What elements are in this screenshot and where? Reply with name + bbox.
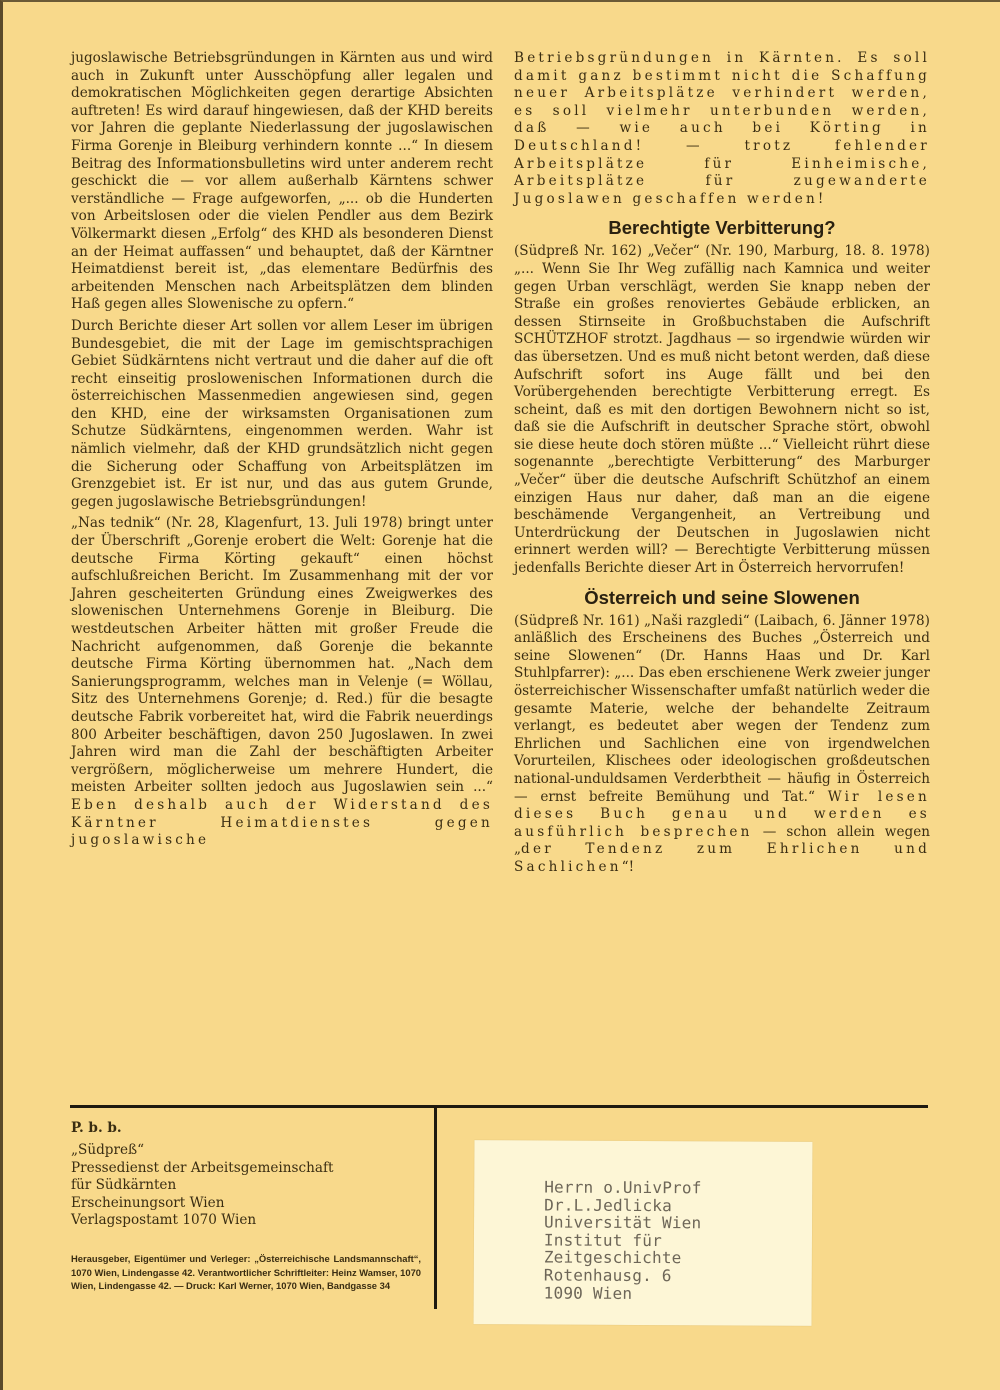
address-line-7: 1090 Wien <box>543 1283 633 1303</box>
imprint-line-1: „Südpreß“ <box>71 1142 145 1159</box>
article-body-berechtigte-verbitterung: (Südpreß Nr. 162) „Večer“ (Nr. 190, Marburg, 18. 8. 1978) „... Wenn Sie Ihr Weg zufällig nach Kamnica und weiter gegen Urban verschlägt, werden Sie knapp neben der Straße ein großes renoviertes Gebäude erblicken, an dessen Stirnseite in Großbuchstaben die Aufschrift SCHÜTZHOF strotzt. Jagdhaus — so irgendwie würden wir das übersetzen. Und es muß nicht betont werden, daß diese Aufschrift sofort ins Auge fällt und bei den Vorübergehenden berechtigte Verbitterung erregt. Es scheint, daß es mit den dortigen Bewohnern nicht so ist, daß sie die Aufschrift in deutscher Sprache stört, obwohl sie diese heute doch stören müßte ...“ Vielleicht rührt diese sogenannte „berechtigte Verbitterung“ des Marburger „Večer“ über die deutsche Aufschrift Schützhof an einem einzigen Haus nur daher, daß man an die eigene beschämende Vergangenheit, an Vertreibung und Unterdrückung der Deutschen in Jugoslawien nicht erinnert werden will? — Berechtigte Verbitterung müssen jedenfalls Berichte dieser Art in Österreich hervorrufen! <box>514 243 930 577</box>
article-end: “! <box>621 858 635 875</box>
left-spaced-tail: Eben deshalb auch der Widerstand des Kärntner Heimatdienstes gegen jugoslawische <box>71 796 493 849</box>
address-line-5: Zeitgeschichte <box>543 1247 682 1268</box>
left-paragraph-3 <box>71 515 493 849</box>
left-column <box>71 50 493 854</box>
imprint-block <box>71 1120 421 1229</box>
publisher-credits: Herausgeber, Eigentümer und Verleger: „Österreichische Landsmannschaft“, 1070 Wien, Lindengasse 42. Verantwortlicher Schriftleiter: Heinz Wamser, 1070 Wien, Lindengasse 42. — Druck: Karl Werner, 1070 Wien, Bandgasse 34 <box>71 1253 421 1291</box>
address-label-text <box>544 1178 702 1302</box>
article-spaced-1: Wir lesen dieses Buch genau und werden es ausführlich besprechen <box>514 788 930 840</box>
left-paragraph-3-text: „Nas tednik“ (Nr. 28, Klagenfurt, 13. Juli 1978) bringt unter der Überschrift „Gorenje erobert die Welt: Gorenje hat die deutsche Firma Körting gekauft“ einen höchst aufschlußreichen Bericht. Im Zusammenhang mit der vor Jahren gescheiterten Gründung eines Zweigwerkes des slowenischen Unternehmens Gorenje in Bleiburg. Die westdeutschen Arbeiter hätten mit großer Freude die Nachricht aufgenommen, daß Gorenje die bekannte deutsche Firma Körting übernommen hat. „Nach dem Sanierungsprogramm, welches man in Velenje (= Wöllau, Sitz des Unternehmens Gorenje; d. Red.) für die besagte deutsche Fabrik vorbereitet hat, wird die Fabrik neuerdings 800 Arbeiter beschäftigen, davon 250 Jugoslawen. In zwei Jahren wird man die Zahl der beschäftigten Arbeiter vergrößern, möglicherweise um mehrere Hundert, die meisten Arbeiter sollten jedoch aus Jugoslawien sein ...“ <box>71 515 493 796</box>
article-spaced-3: der Tendenz zum Ehrlichen und Sachlichen <box>514 841 930 875</box>
article-plain-2: — schon allein wegen „ <box>514 823 930 858</box>
left-paragraph-2: Durch Berichte dieser Art sollen vor allem Leser im übrigen Bundesgebiet, die mit der Lage im gemischtsprachigen Gebiet Südkärntens nicht vertraut und die daher auf die oft recht einseitig proslowenischen Informationen durch die österreichischen Massenmedien angewiesen sind, gegen den KHD, eine der wirksamsten Organisationen zum Schutze Südkärntens, eingenommen werden. Wahr ist nämlich vielmehr, daß der KHD grundsätzlich nicht gegen die Sicherung oder Schaffung von Arbeitsplätzen im Grenzgebiet ist. Er ist nur, und das aus gutem Grunde, gegen jugoslawische Betriebsgründungen! <box>71 317 493 510</box>
footer-horizontal-rule <box>70 1105 928 1108</box>
imprint-line-5: Verlagspostamt 1070 Wien <box>71 1212 257 1229</box>
right-column <box>514 50 930 881</box>
pbb-label: P. b. b. <box>71 1120 122 1136</box>
left-paragraph-1: jugoslawische Betriebsgründungen in Kärnten aus und wird auch in Zukunft unter Ausschöpfung aller legalen und demokratischen Möglichkeiten gegen derartige Absichten auftreten! Es wird darauf hingewiesen, daß der KHD bereits vor Jahren die geplante Niederlassung der jugoslawischen Firma Gorenje in Bleiburg verhindern konnte ...“ In diesem Beitrag des Informationsbulletins wird unter anderem recht geschickt die — vor allem außerhalb Kärntens schwer verständliche — Frage aufgeworfen, „... ob die Hunderten von Arbeitslosen oder die vielen Pendler aus dem Bezirk Völkermarkt diesen „Erfolg“ des KHD als besonderen Dienst an der Heimat auffassen“ und behauptet, daß der Kärntner Heimatdienst bereit ist, „das elementare Bedürfnis des arbeitenden Menschen nach Arbeitsplätzen dem blinden Haß gegen alles Slowenische zu opfern.“ <box>71 50 493 313</box>
footer-vertical-rule <box>434 1107 437 1309</box>
imprint-line-2: Pressedienst der Arbeitsgemeinschaft <box>71 1159 334 1176</box>
article-heading-oesterreich-slowenen: Österreich und seine Slowenen <box>584 586 860 608</box>
article-body-text: (Südpreß Nr. 161) „Naši razgledi“ (Laibach, 6. Jänner 1978) anläßlich des Erscheinens des Buches „Österreich und seine Slowenen“ (Dr. Hanns Haas und Dr. Karl Stuhlpfarrer): „... Das eben erschienene Werk zweier junger österreichischer Wissenschafter umfaßt natürlich weder die gesamte Materie, welche der behandelte Zeitraum verlangt, es bedeutet aber wegen der Tendenz zum Ehrlichen und Sachlichen eine von irgendwelchen Vorurteilen, Klischees oder ideologischen großdeutschen national-unduldsamen Verderbtheit — häufig in Österreich — ernst befreite Bemühung und Tat.“ <box>514 612 930 805</box>
right-spaced-continuation: Betriebsgründungen in Kärnten. Es soll damit ganz bestimmt nicht die Schaffung neuer Arbeitsplätze verhindert werden, es soll vielmehr unterbunden werden, daß — wie auch bei Körting in Deutschland! — trotz fehlender Arbeitsplätze für Einheimische, Arbeitsplätze für zugewanderte Jugoslawen geschaffen werden! <box>514 50 930 207</box>
address-line-2: Dr.L.Jedlicka <box>544 1195 673 1215</box>
article-heading-berechtigte-verbitterung: Berechtigte Verbitterung? <box>608 217 836 239</box>
address-label <box>474 1140 813 1326</box>
address-line-6: Rotenhausg. 6 <box>543 1265 672 1286</box>
article-body-oesterreich-slowenen <box>514 613 930 877</box>
imprint-line-4: Erscheinungsort Wien <box>71 1194 225 1211</box>
address-line-4: Institut für <box>543 1230 663 1250</box>
imprint-line-3: für Südkärnten <box>71 1177 177 1194</box>
address-line-1: Herrn o.UnivProf <box>544 1177 702 1198</box>
address-line-3: Universität Wien <box>544 1212 702 1233</box>
